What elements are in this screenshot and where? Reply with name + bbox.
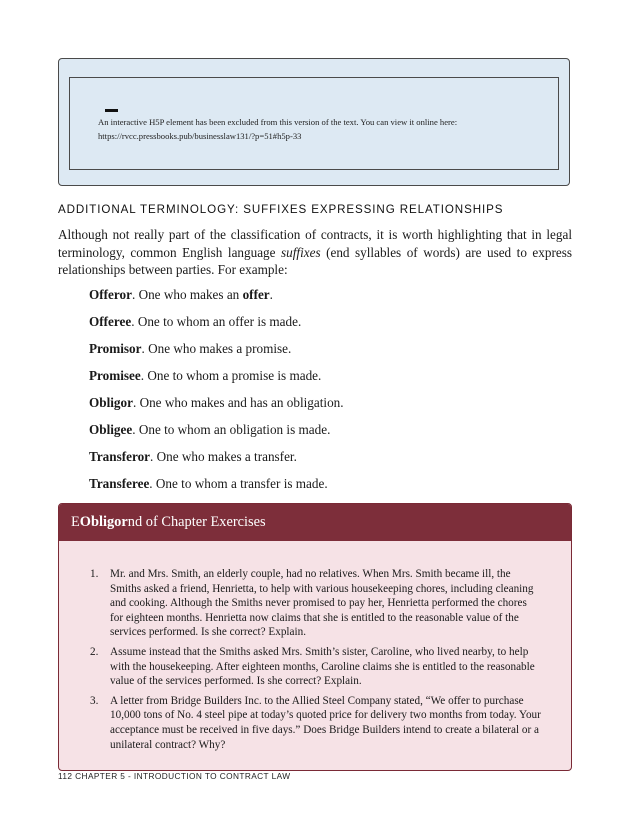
exercise-item xyxy=(90,694,542,752)
term-definition: . One who makes and has an obligation. xyxy=(132,395,344,410)
term-obligor xyxy=(89,394,549,421)
exercise-item xyxy=(90,567,542,640)
page-number: 112 xyxy=(58,771,73,781)
exercises-header-prefix: E xyxy=(71,514,80,530)
term-definition: . One to whom a transfer is made. xyxy=(149,476,328,491)
term-name: Promisor xyxy=(89,341,142,356)
exercise-item xyxy=(90,645,542,689)
exercise-list xyxy=(90,567,542,757)
term-promisee xyxy=(89,367,549,394)
term-name: Obligee xyxy=(89,422,133,437)
term-name: Offeror xyxy=(89,287,132,302)
exercises-header xyxy=(59,504,571,541)
term-definition: . One who makes a promise. xyxy=(141,341,292,356)
term-definition: . One who makes an xyxy=(131,287,243,302)
h5p-notice-text xyxy=(98,116,538,143)
intro-emphasis: suffixes xyxy=(281,244,321,260)
exercise-number: 2. xyxy=(90,645,99,658)
term-name: Offeree xyxy=(89,314,132,329)
exercises-box xyxy=(58,503,572,771)
term-definition: . One to whom a promise is made. xyxy=(140,368,322,383)
chapter-title: CHAPTER 5 - INTRODUCTION TO CONTRACT LAW xyxy=(75,771,291,781)
h5p-notice-message: An interactive H5P element has been excluded from this version of the text. You can view it online here: xyxy=(98,117,458,127)
exercise-text: Assume instead that the Smiths asked Mrs. Smith’s sister, Caroline, who lived nearby, to help with the housekeeping. After eighteen months, Caroline claims she is entitled to the reasonable value of the services performed. Is she correct? Explain. xyxy=(110,645,535,688)
term-offeror xyxy=(89,286,549,313)
term-emphasis: offer xyxy=(242,287,270,302)
exercise-number: 3. xyxy=(90,694,99,707)
term-name: Obligor xyxy=(89,395,133,410)
exercises-header-bold: Obligor xyxy=(79,514,128,530)
h5p-placeholder-icon xyxy=(105,109,118,112)
intro-text-1: Although not really part of the classification of contracts, it is worth highlighting that in legal terminology, common English language xyxy=(58,227,572,260)
term-promisor xyxy=(89,340,549,367)
term-obligee xyxy=(89,421,549,448)
term-definition: . One who makes a transfer. xyxy=(150,449,297,464)
h5p-notice-inner-frame xyxy=(69,77,559,170)
term-definition: . One to whom an offer is made. xyxy=(131,314,302,329)
term-name: Transferor xyxy=(89,449,151,464)
exercise-number: 1. xyxy=(90,568,99,580)
term-name: Promisee xyxy=(89,368,141,383)
section-heading: ADDITIONAL TERMINOLOGY: SUFFIXES EXPRESSING RELATIONSHIPS xyxy=(58,203,504,216)
term-offeree xyxy=(89,313,549,340)
terminology-list xyxy=(89,286,549,502)
h5p-notice-box xyxy=(58,58,570,186)
term-transferor xyxy=(89,448,549,475)
intro-paragraph xyxy=(58,226,572,279)
term-definition: . One to whom an obligation is made. xyxy=(132,422,331,437)
exercise-text: A letter from Bridge Builders Inc. to the Allied Steel Company stated, “We offer to purchase 10,000 tons of No. 4 steel pipe at today’s quoted price for delivery two months from today. Your acceptance must be received in five days.” Does Bridge Builders intend to create a bilateral or a unilateral contract? Why? xyxy=(110,694,541,751)
exercises-header-suffix: nd of Chapter Exercises xyxy=(127,514,266,530)
term-suffix: . xyxy=(269,287,273,302)
page-footer xyxy=(58,771,290,781)
intro-text-2: (end syllables of words) are used to express relationships between parties. For example: xyxy=(58,244,572,277)
exercise-text: Mr. and Mrs. Smith, an elderly couple, had no relatives. When Mrs. Smith became ill, the Smiths asked a friend, Henrietta, to help with various housekeeping chores, including cleaning and cooking. Although the Smiths never promised to pay her, Henrietta performed the chores for eighteen months. Henrietta now claims that she is entitled to the reasonable value of the services performed. Is she correct? Explain. xyxy=(110,568,534,639)
h5p-notice-link[interactable]: https://rvcc.pressbooks.pub/businesslaw131/?p=51#h5p-33 xyxy=(98,130,302,141)
term-name: Transferee xyxy=(89,476,150,491)
term-transferee xyxy=(89,475,549,502)
